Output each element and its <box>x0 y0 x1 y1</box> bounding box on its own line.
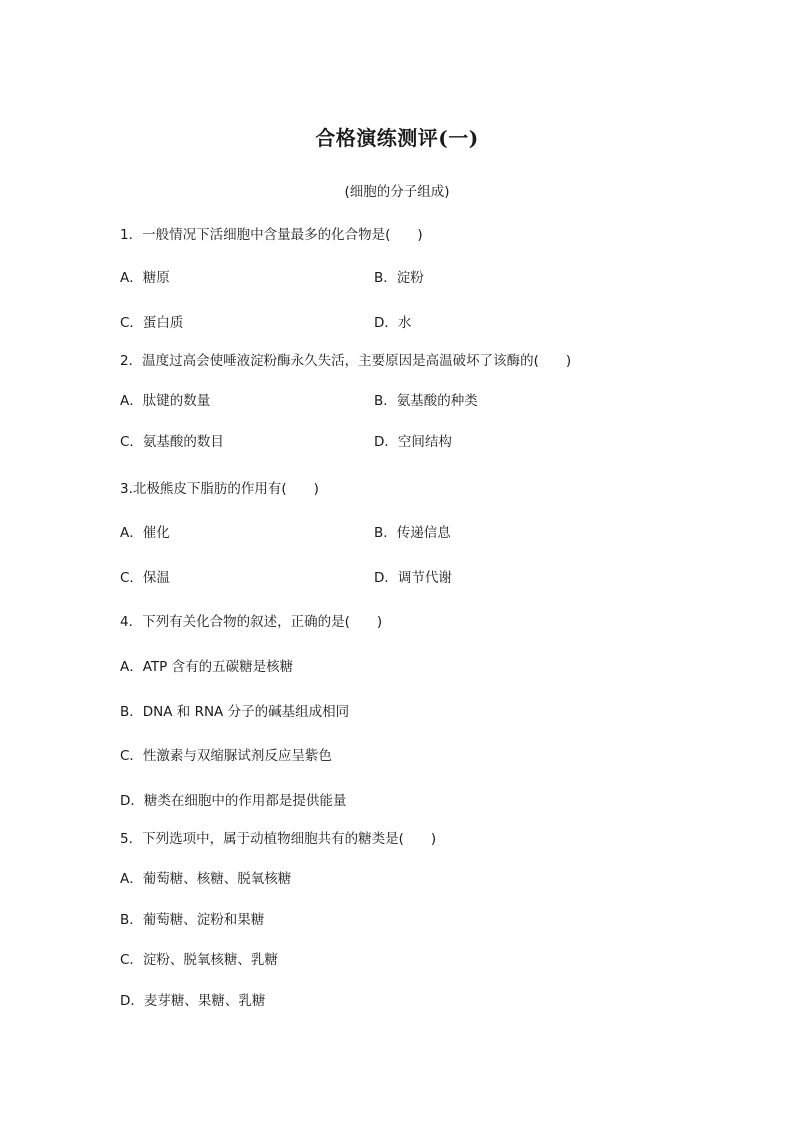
question-4-option-c: C．性激素与双缩脲试剂反应呈紫色 <box>120 748 332 764</box>
question-4-option-a: A．ATP 含有的五碳糖是核糖 <box>120 659 294 675</box>
page-title: 合格演练测评(一) <box>315 126 479 150</box>
page-subtitle: (细胞的分子组成) <box>344 184 450 200</box>
question-4-stem: 4．下列有关化合物的叙述，正确的是( ) <box>120 614 383 630</box>
question-4-option-b: B．DNA 和 RNA 分子的碱基组成相同 <box>120 704 350 720</box>
question-1-option-c: C．蛋白质 <box>120 315 184 331</box>
question-3-option-a: A．催化 <box>120 525 170 541</box>
question-1-option-a: A．糖原 <box>120 270 170 286</box>
question-3-stem: 3.北极熊皮下脂肪的作用有( ) <box>120 481 319 497</box>
question-2-option-b: B．氨基酸的种类 <box>374 393 478 409</box>
question-5-option-a: A．葡萄糖、核糖、脱氧核糖 <box>120 871 292 887</box>
question-1-stem: 1．一般情况下活细胞中含量最多的化合物是( ) <box>120 227 423 243</box>
question-5-option-c: C．淀粉、脱氧核糖、乳糖 <box>120 952 278 968</box>
question-3-option-c: C．保温 <box>120 570 170 586</box>
question-2-stem: 2．温度过高会使唾液淀粉酶永久失活，主要原因是高温破坏了该酶的( ) <box>120 353 572 369</box>
question-2-option-d: D．空间结构 <box>374 434 452 450</box>
question-3-option-d: D．调节代谢 <box>374 570 452 586</box>
question-3-option-b: B．传递信息 <box>374 525 451 541</box>
question-4-option-d: D．糖类在细胞中的作用都是提供能量 <box>120 793 347 809</box>
question-5-stem: 5．下列选项中，属于动植物细胞共有的糖类是( ) <box>120 831 437 847</box>
question-1-option-d: D．水 <box>374 315 412 331</box>
question-5-option-b: B．葡萄糖、淀粉和果糖 <box>120 912 265 928</box>
question-5-option-d: D．麦芽糖、果糖、乳糖 <box>120 993 266 1009</box>
question-1-option-b: B．淀粉 <box>374 270 424 286</box>
question-2-option-c: C．氨基酸的数目 <box>120 434 224 450</box>
question-2-option-a: A．肽键的数量 <box>120 393 211 409</box>
